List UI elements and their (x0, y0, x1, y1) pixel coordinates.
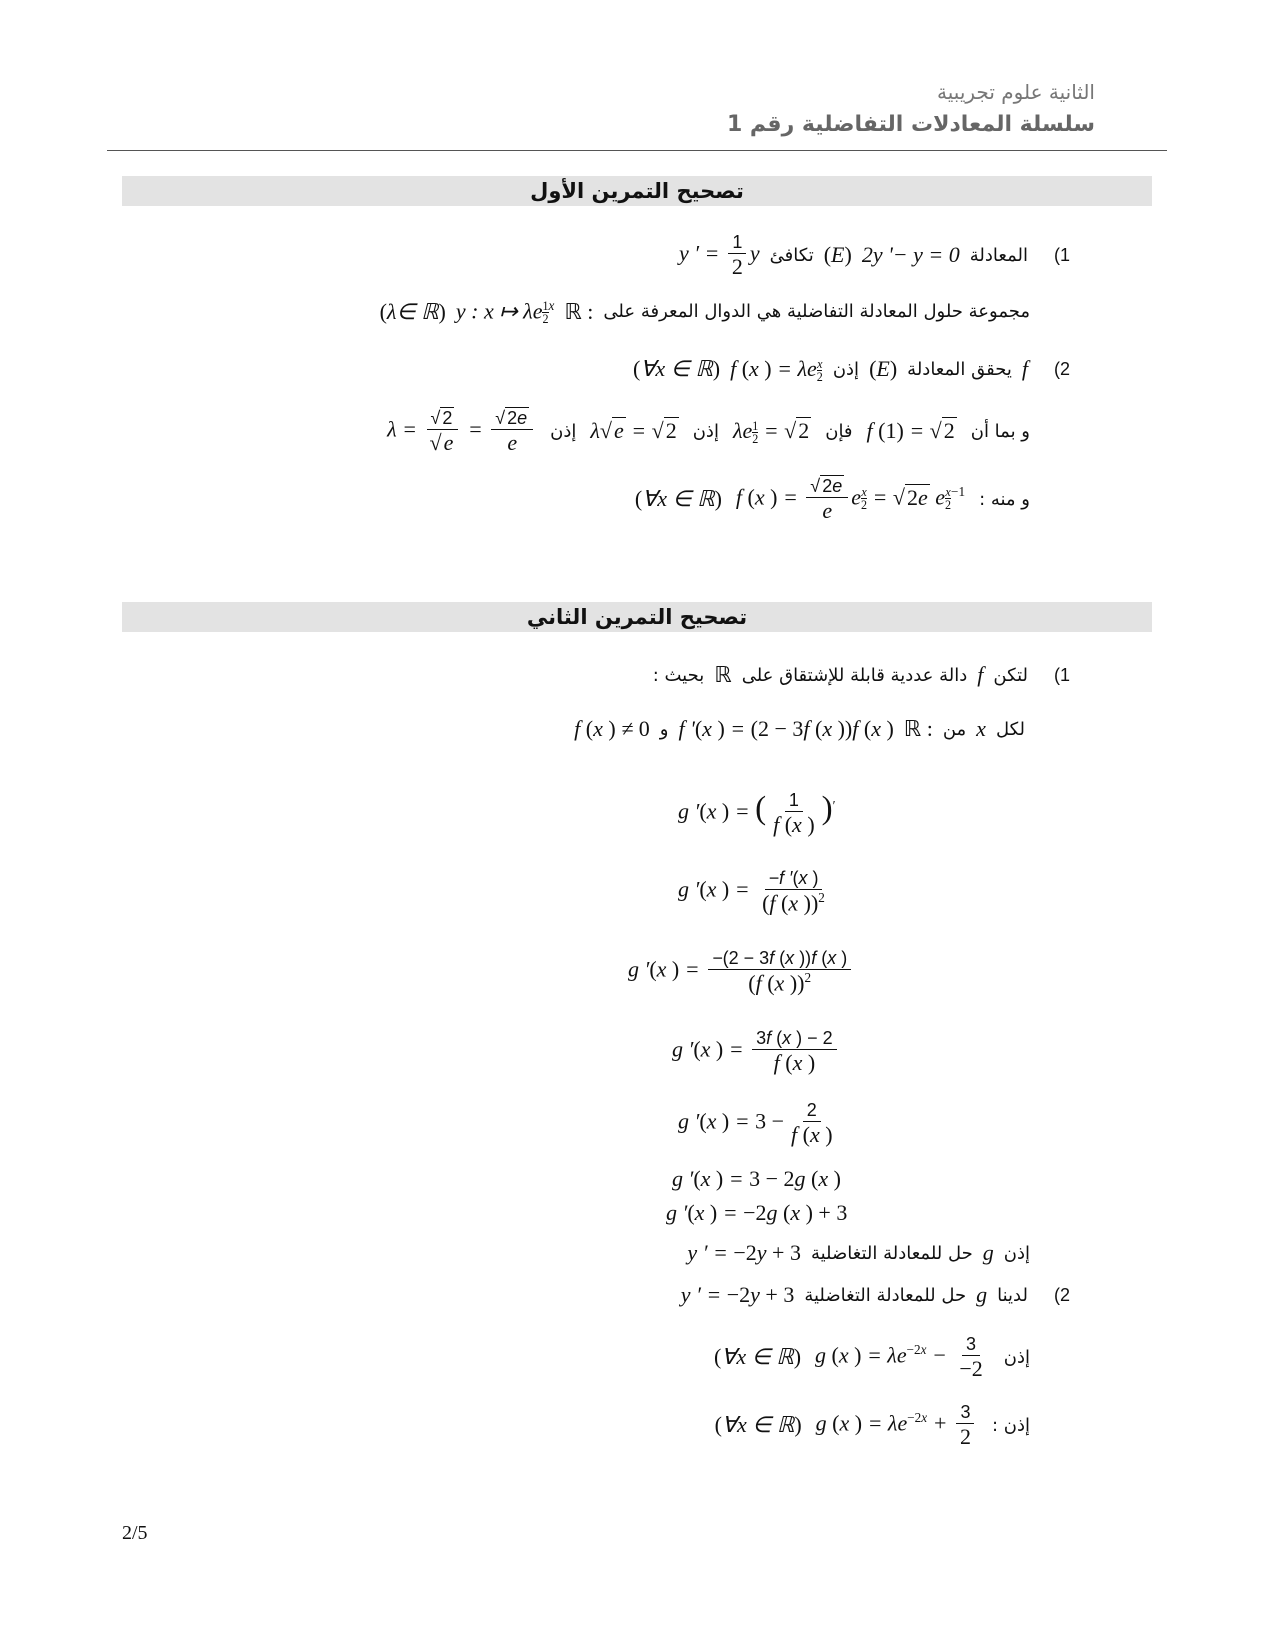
ex1-item1-number: 1) (1053, 244, 1070, 265)
ex1-equation-equivalent: y ′ = $\frac{1}{2}$ y (678, 232, 760, 279)
ex2-gprime-step1: g ′(x ) = ( $\frac{1}{f (x )}$ )′ (678, 790, 836, 837)
ex2-line2-text-b: من (942, 718, 967, 740)
ex2-line2-text-a: لكل (995, 718, 1025, 740)
ex1-item1-text-b: تكافئ (769, 244, 814, 266)
ex1-reals-symbol: ℝ : (564, 298, 594, 324)
ex1-equation-original: 2y '− y = 0 (861, 242, 960, 268)
ex2-item2-text-a: لدينا (997, 1284, 1028, 1306)
ex1-item2-text-a: يحقق المعادلة (907, 358, 1012, 380)
ex1-f-final: f (x ) = $\frac{√ 2e}{e}$ e $\frac{x}{2}$ = √2e e $\frac{x}{2}$ $^{-1}$ (735, 476, 966, 523)
exercise2-title: تصحيح التمرين الثاني (122, 602, 1152, 632)
ex2-gprime-step4: g ′(x ) = $\frac{3f (x ) - 2}{f (x )}$ (672, 1028, 840, 1075)
ex2-item1-text-c: بحيث : (652, 664, 705, 686)
ex2-reals-symbol: ℝ (714, 662, 732, 687)
exercise1-title: تصحيح التمرين الأول (122, 176, 1152, 206)
ex2-forall-1: (∀x ∈ ℝ) (713, 1344, 802, 1370)
ex2-item2-number: 2) (1053, 1284, 1070, 1305)
ex2-diff-equation-2: y ′ = −2y + 3 (680, 1282, 795, 1307)
ex2-g-final-line (715, 1402, 1030, 1449)
ex1-line3-text-a: و بما أن (970, 420, 1030, 442)
ex1-item2-number: 2) (1053, 358, 1070, 379)
ex2-reals-colon: ℝ : (903, 716, 933, 741)
header-divider (107, 150, 1167, 151)
ex2-gprime-step7: g ′(x ) = −2g (x ) + 3 (666, 1200, 848, 1225)
ex2-g-symbol-1: g (982, 1240, 994, 1265)
ex1-lambda-domain: (λ∈ ℝ) (379, 298, 446, 324)
ex2-gprime-step2: g ′(x ) = $\frac{-f '(x )}{(f (x ))^2}$ (678, 868, 825, 916)
ex1-line3-text-d: إذن (550, 420, 577, 442)
ex2-conclusion-text-a: إذن (1003, 1242, 1030, 1264)
ex1-lambda-value: λ = $\frac{√ 2}{√e}$ = $\frac{√ 2e}{e}$ (387, 408, 536, 455)
ex2-item2-text-b: حل للمعادلة التغاضلية (804, 1284, 967, 1306)
ex2-forall-2: (∀x ∈ ℝ) (714, 1412, 802, 1438)
ex2-g-final: g (x ) = $\lambda e^{-2x}$ + $\frac{3}{2}$ (816, 1402, 978, 1449)
ex1-E-label: (E) (869, 356, 898, 382)
ex2-derivative-relation: f '(x ) = (2 − 3f (x ))f (x ) (678, 716, 894, 741)
ex1-item1-text-a: المعادلة (969, 244, 1028, 266)
ex2-conclusion-line (687, 1240, 1030, 1266)
ex2-gprime-step6: g ′(x ) = 3 − 2g (x ) (672, 1166, 841, 1191)
ex1-f-general: f (x ) = λe $\frac{x}{2}$ (730, 356, 823, 384)
ex1-forall-2: (∀x ∈ ℝ) (634, 486, 722, 512)
ex1-line3-text-b: فإن (825, 420, 853, 442)
ex1-solutions-text: مجموعة حلول المعادلة التفاضلية هي الدوال المعرفة على (603, 301, 1030, 323)
ex2-f-nonzero: f (x ) ≠ 0 (574, 716, 650, 741)
ex2-conclusion-text-b: حل للمعادلة التغاضلية (810, 1242, 973, 1264)
ex1-line1 (679, 232, 1070, 279)
ex2-diff-equation-1: y ′ = −2y + 3 (687, 1240, 801, 1265)
page-number: 2/5 (122, 1522, 148, 1544)
ex2-then-1: إذن (1003, 1346, 1030, 1368)
ex1-f-symbol: f (1021, 356, 1028, 382)
ex2-gprime-step5: g ′(x ) = 3 − $\frac{2}{f (x )}$ (678, 1100, 833, 1147)
ex2-then-2: إذن : (991, 1414, 1030, 1436)
ex2-g-symbol-2: g (976, 1282, 988, 1307)
ex1-item2-text-b: إذن (832, 358, 860, 380)
ex2-line2-text-c: و (659, 718, 669, 740)
ex2-line2 (574, 716, 1025, 742)
ex1-f-of-1: f (1) = √2 (866, 418, 955, 444)
ex2-gprime-step3: g ′(x ) = $\frac{-(2 - 3f (x ))f (x )}{(f (x ))^2}$ (628, 948, 854, 995)
ex2-item1-text-b: دالة عددية قابلة للإشتقاق على (741, 664, 968, 686)
ex2-item1-text-a: لتكن (993, 664, 1028, 686)
ex1-solution-function: y : x ↦ λe $\frac{1}{2}$ $^x$ (455, 298, 555, 327)
ex2-line-item2 (681, 1282, 1070, 1308)
level-label: الثانية علوم تجريبية (937, 80, 1095, 104)
ex1-line4 (387, 408, 1030, 455)
ex1-line4-text-a: و منه : (979, 488, 1030, 510)
ex1-lambda-e-half: λe $\frac{1}{2}$ = √2 (732, 418, 810, 446)
ex1-lambda-sqrt-e: λ√e = √2 (590, 418, 677, 444)
ex2-g-general-line (714, 1334, 1030, 1381)
ex1-equation-label: (E) (823, 242, 852, 268)
ex2-x-symbol: x (976, 716, 986, 741)
ex1-forall-1: (∀x ∈ ℝ) (633, 356, 721, 382)
series-title: سلسلة المعادلات التفاضلية رقم 1 (726, 112, 1095, 137)
ex1-line2 (380, 298, 1030, 325)
ex2-item1-number: 1) (1053, 664, 1070, 685)
ex2-g-general: g (x ) = $\lambda e^{-2x}$ − $\frac{3}{-2}$ (815, 1334, 983, 1381)
ex1-line3 (633, 356, 1070, 383)
ex2-f-symbol: f (977, 662, 984, 687)
ex2-line1 (653, 662, 1070, 688)
ex1-line5 (635, 476, 1030, 523)
ex1-line3-text-c: إذن (692, 420, 719, 442)
